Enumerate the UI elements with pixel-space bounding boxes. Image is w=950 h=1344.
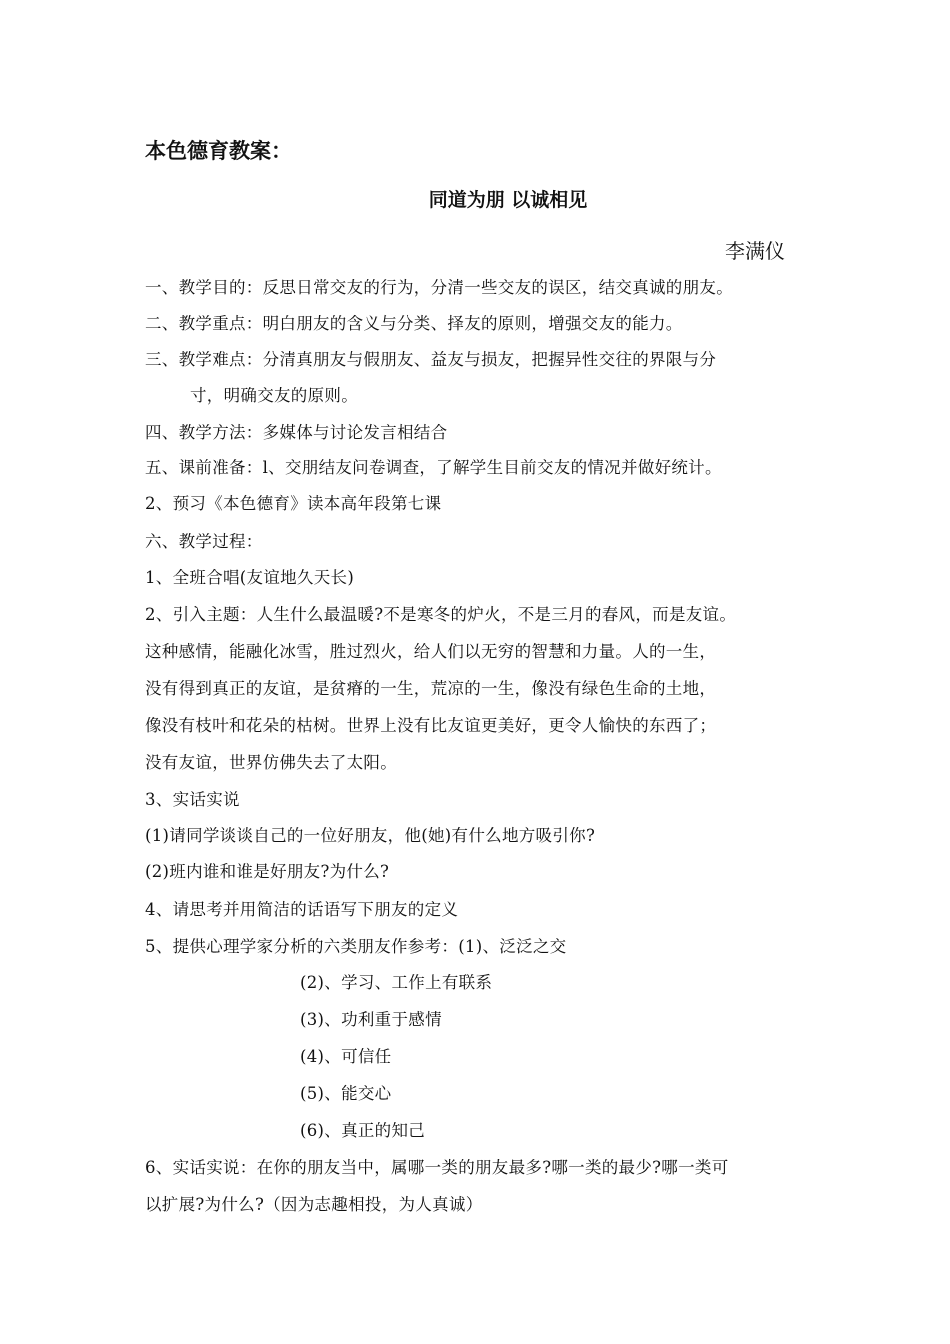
methods-line: 四、教学方法：多媒体与讨论发言相结合 [145, 423, 448, 442]
process-step-6-cont: 以扩展?为什么?（因为志趣相投，为人真诚） [145, 1195, 483, 1214]
friend-type-item: (2)、学习、工作上有联系 [300, 973, 493, 992]
key-points-line: 二、教学重点：明白朋友的含义与分类、择友的原则，增强交友的能力。 [145, 314, 683, 333]
document-author: 李满仪 [725, 239, 785, 263]
paragraph-line: 这种感情，能融化冰雪，胜过烈火，给人们以无穷的智慧和力量。人的一生， [145, 642, 717, 661]
document-title: 同道为朋 以诚相见 [428, 189, 588, 211]
process-step-2: 2、引入主题：人生什么最温暖?不是寒冬的炉火，不是三月的春风，而是友谊。 [145, 605, 737, 624]
preparation-line: 五、课前准备：l、交朋结友问卷调查，了解学生目前交友的情况并做好统计。 [145, 458, 722, 477]
sub-question-2: (2)班内谁和谁是好朋友?为什么? [145, 862, 390, 881]
process-step-5: 5、提供心理学家分析的六类朋友作参考：(1)、泛泛之交 [145, 937, 567, 956]
friend-type-item: (6)、真正的知己 [300, 1121, 426, 1140]
paragraph-line: 像没有枝叶和花朵的枯树。世界上没有比友谊更美好，更令人愉快的东西了； [145, 716, 717, 735]
process-step-3: 3、实话实说 [145, 790, 240, 809]
process-step-6: 6、实话实说：在你的朋友当中，属哪一类的朋友最多?哪一类的最少?哪一类可 [145, 1158, 729, 1177]
preparation-line-2: 2、预习《本色德育》读本高年段第七课 [145, 494, 442, 513]
paragraph-line: 没有得到真正的友谊，是贫瘠的一生，荒凉的一生，像没有绿色生命的土地， [145, 679, 717, 698]
sub-question-1: (1)请同学谈谈自己的一位好朋友，他(她)有什么地方吸引你? [145, 826, 596, 845]
friend-type-item: (5)、能交心 [300, 1084, 392, 1103]
paragraph-line: 没有友谊，世界仿佛失去了太阳。 [145, 753, 397, 772]
friend-type-item: (3)、功利重于感情 [300, 1010, 442, 1029]
document-heading: 本色德育教案： [145, 139, 292, 163]
objective-line: 一、教学目的：反思日常交友的行为，分清一些交友的误区，结交真诚的朋友。 [145, 278, 733, 297]
friend-type-item: (4)、可信任 [300, 1047, 392, 1066]
difficulties-line: 三、教学难点：分清真朋友与假朋友、益友与损友，把握异性交往的界限与分 [145, 350, 717, 369]
difficulties-line-cont: 寸，明确交友的原则。 [190, 386, 358, 405]
process-heading: 六、教学过程： [145, 532, 263, 551]
process-step-1: 1、全班合唱(友谊地久天长) [145, 568, 355, 587]
process-step-4: 4、请思考并用简洁的话语写下朋友的定义 [145, 900, 459, 919]
